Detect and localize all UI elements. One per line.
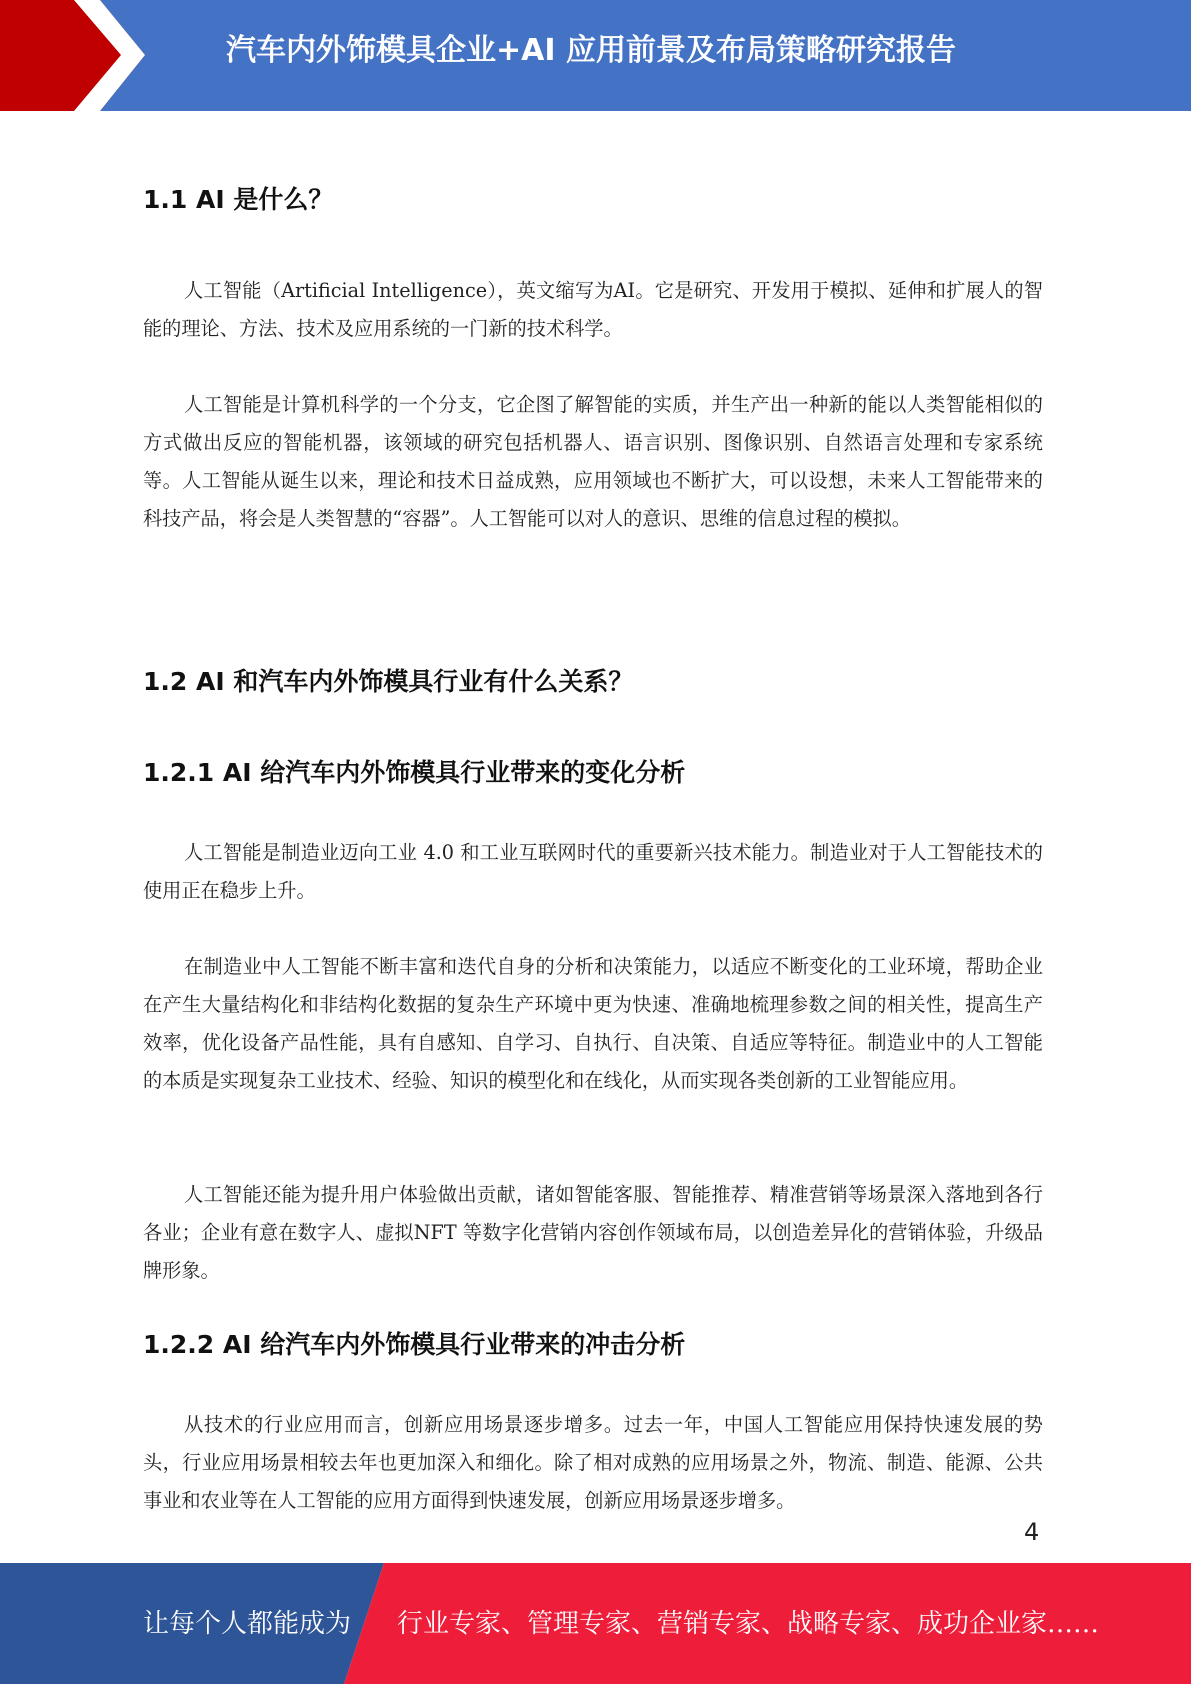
footer-slogan-left: 让每个人都能成为 (143, 1609, 352, 1639)
section-heading-1-2-1: 1.2.1 AI 给汽车内外饰模具行业带来的变化分析 (143, 758, 686, 787)
report-title: 汽车内外饰模具企业+AI 应用前景及布局策略研究报告 (226, 33, 956, 68)
paragraph: 人工智能（Artificial Intelligence），英文缩写为AI。它是研究、开发用于模拟、延伸和扩展人的智能的理论、方法、技术及应用系统的一门新的技术科学。 (143, 279, 1043, 340)
paragraph: 人工智能还能为提升用户体验做出贡献，诸如智能客服、智能推荐、精准营销等场景深入落地到各行各业；企业有意在数字人、虚拟NFT 等数字化营销内容创作领域布局，以创造差异化的营销体验，升级品牌形象。 (143, 1183, 1043, 1282)
paragraph: 从技术的行业应用而言，创新应用场景逐步增多。过去一年，中国人工智能应用保持快速发展的势头，行业应用场景相较去年也更加深入和细化。除了相对成熟的应用场景之外，物流、制造、能源、公共事业和农业等在人工智能的应用方面得到快速发展，创新应用场景逐步增多。 (143, 1413, 1043, 1512)
paragraph: 在制造业中人工智能不断丰富和迭代自身的分析和决策能力，以适应不断变化的工业环境，帮助企业在产生大量结构化和非结构化数据的复杂生产环境中更为快速、准确地梳理参数之间的相关性，提高生产效率，优化设备产品性能，具有自感知、自学习、自执行、自决策、自适应等特征。制造业中的人工智能的本质是实现复杂工业技术、经验、知识的模型化和在线化，从而实现各类创新的工业智能应用。 (143, 955, 1043, 1092)
footer-slogan-right: 行业专家、管理专家、营销专家、战略专家、成功企业家…… (397, 1609, 1100, 1639)
header-arrow-decoration (0, 0, 160, 111)
page-number: 4 (1024, 1518, 1040, 1546)
header-bar (0, 0, 1191, 111)
section-heading-1-2: 1.2 AI 和汽车内外饰模具行业有什么关系？ (143, 667, 634, 696)
section-heading-1-2-2: 1.2.2 AI 给汽车内外饰模具行业带来的冲击分析 (143, 1330, 686, 1359)
paragraph: 人工智能是制造业迈向工业 4.0 和工业互联网时代的重要新兴技术能力。制造业对于人工智能技术的使用正在稳步上升。 (143, 841, 1043, 902)
section-heading-1-1: 1.1 AI 是什么？ (143, 185, 334, 214)
footer-banner (0, 1563, 1191, 1684)
paragraph: 人工智能是计算机科学的一个分支，它企图了解智能的实质，并生产出一种新的能以人类智能相似的方式做出反应的智能机器，该领域的研究包括机器人、语言识别、图像识别、自然语言处理和专家系统等。人工智能从诞生以来，理论和技术日益成熟，应用领域也不断扩大，可以设想，未来人工智能带来的科技产品，将会是人类智慧的“容器”。人工智能可以对人的意识、思维的信息过程的模拟。 (143, 393, 1043, 530)
